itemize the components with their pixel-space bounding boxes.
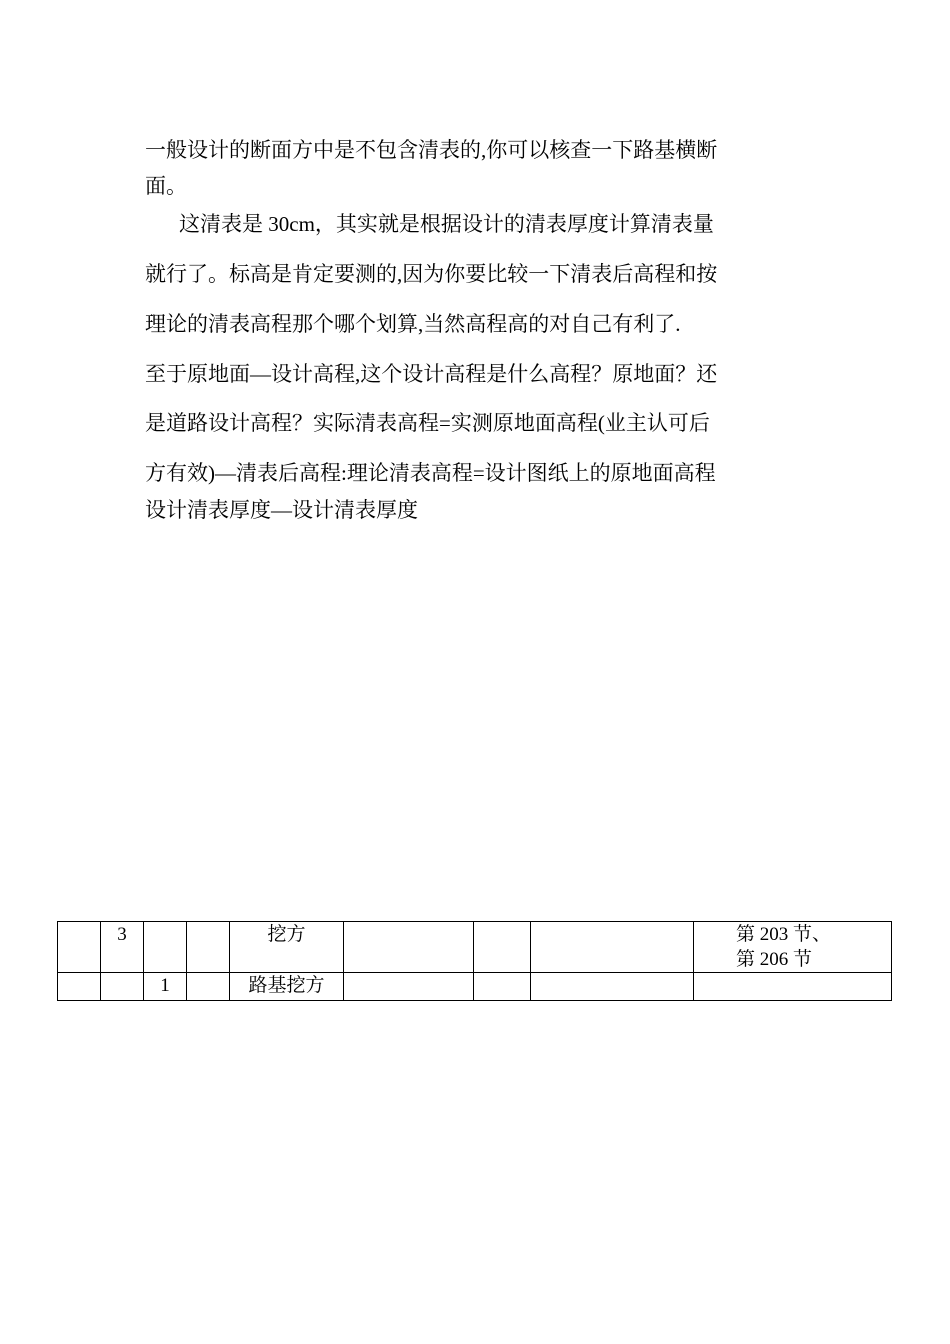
table-cell: [531, 973, 694, 1001]
table-cell: [531, 922, 694, 973]
reference-line: 第 203 节、: [736, 924, 832, 945]
paragraph-line: 面。: [145, 174, 187, 198]
paragraph-line: 理论的清表高程那个哪个划算,当然高程高的对自己有利了.: [145, 312, 681, 336]
table-cell: [187, 973, 230, 1001]
table-cell: [58, 922, 101, 973]
quantity-table: [57, 921, 892, 1001]
reference-line: 第 206 节: [736, 949, 813, 970]
table-row: [58, 973, 892, 1001]
paragraph-line: 是道路设计高程？实际清表高程=实测原地面高程(业主认可后: [145, 411, 710, 435]
table-cell: [144, 922, 187, 973]
table-cell: [187, 922, 230, 973]
table-row: [58, 922, 892, 973]
table-cell: 1: [144, 973, 187, 1001]
table-cell: [474, 922, 531, 973]
table-cell: 挖方: [230, 922, 344, 973]
paragraph-line: 设计清表厚度—设计清表厚度: [145, 498, 418, 522]
table-cell: [101, 973, 144, 1001]
table-cell: [344, 922, 474, 973]
paragraph-line: 就行了。标高是肯定要测的,因为你要比较一下清表后高程和按: [145, 262, 718, 286]
table-cell: [474, 973, 531, 1001]
table-cell: [694, 973, 892, 1001]
paragraph-line: 一般设计的断面方中是不包含清表的,你可以核查一下路基横断: [145, 138, 718, 162]
table-cell: 路基挖方: [230, 973, 344, 1001]
table-cell: [58, 973, 101, 1001]
table-cell: 3: [101, 922, 144, 973]
table-cell: [344, 973, 474, 1001]
paragraph-line: 至于原地面—设计高程,这个设计高程是什么高程？原地面？还: [145, 362, 718, 386]
table-cell-reference: [694, 922, 892, 973]
paragraph-line: 这清表是 30cm，其实就是根据设计的清表厚度计算清表量: [179, 212, 714, 236]
paragraph-line: 方有效)—清表后高程:理论清表高程=设计图纸上的原地面高程: [145, 461, 716, 485]
